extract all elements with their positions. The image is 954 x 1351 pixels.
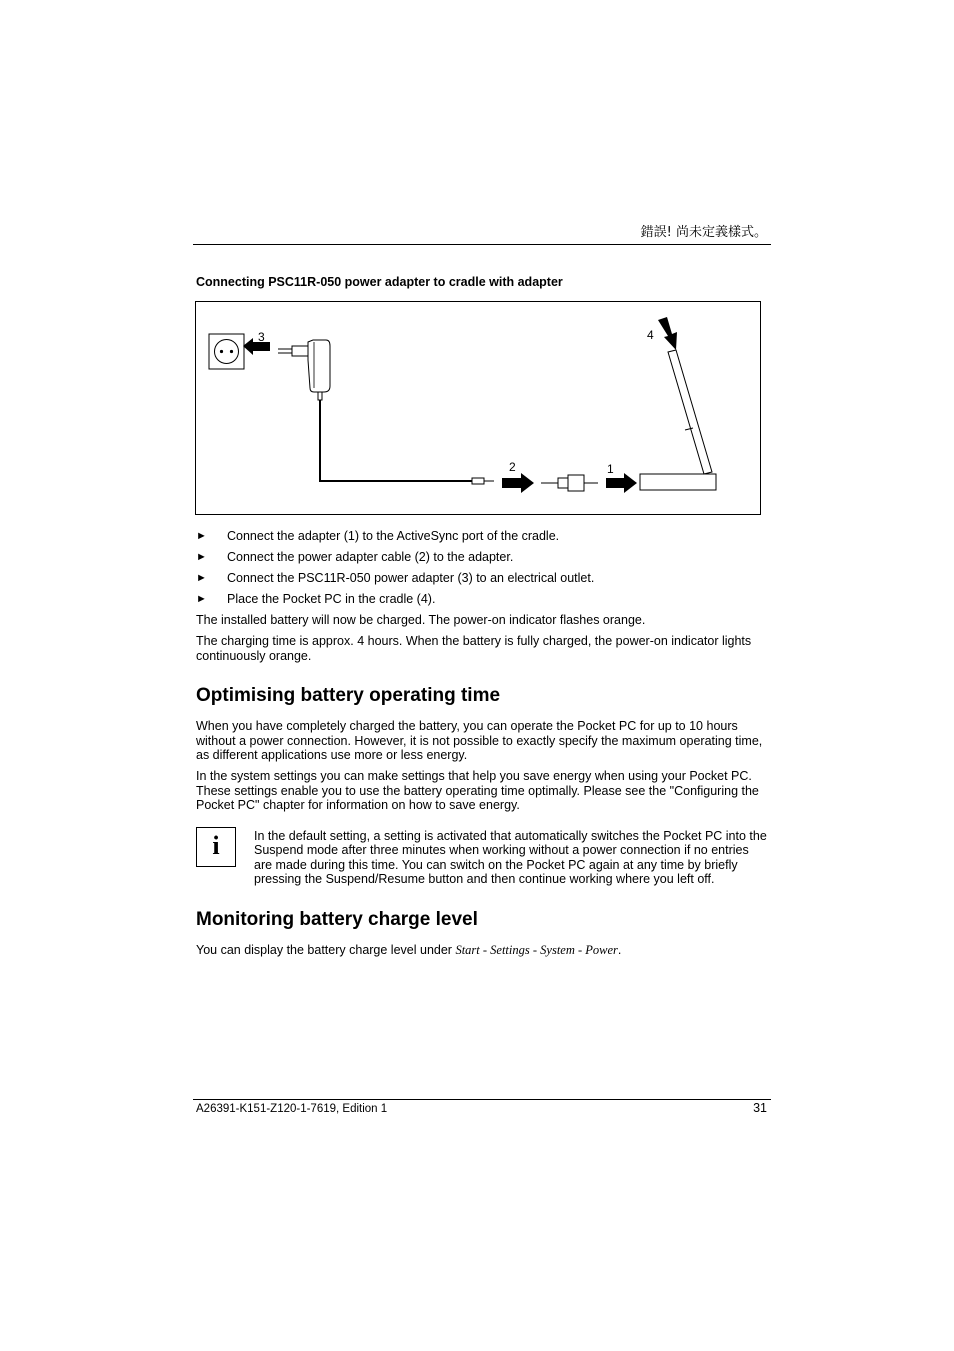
info-note-text: In the default setting, a setting is activated that automatically switches the Pocket PC into the Suspend mode after three minutes when working without a power connection if no entries are made during this time. You can switch on the Pocket PC again at any time by briefly pressing the Suspend/Resume button and then continue working where you left off. (254, 828, 767, 886)
cable-plug-icon (472, 478, 494, 484)
charging-time-paragraph: The charging time is approx. 4 hours. When the battery is fully charged, the power-on indicator lights continuously orange. (196, 634, 752, 663)
main-content (196, 529, 768, 964)
label-4: 4 (647, 328, 654, 342)
bullet-arrow-icon: ► (196, 593, 207, 605)
page-number: 31 (753, 1101, 767, 1115)
power-cable (320, 400, 472, 481)
label-3: 3 (258, 330, 265, 344)
pocket-pc-icon (668, 350, 712, 474)
bullet-arrow-icon: ► (196, 530, 207, 542)
bullet-arrow-icon: ► (196, 551, 207, 563)
instruction-step: ► Place the Pocket PC in the cradle (4). (196, 592, 436, 606)
power-adapter-icon (278, 340, 330, 400)
system-settings-paragraph: In the system settings you can make settings that help you save energy when using your Pocket PC. These settings enable you to use the battery operating time optimally. Please see the "Configuring the Pocket PC" chapter for information on how to save energy. (196, 769, 759, 812)
info-icon: i (196, 827, 236, 867)
label-2: 2 (509, 460, 516, 474)
document-id: A26391-K151-Z120-1-7619, Edition 1 (196, 1103, 388, 1115)
header-rule (193, 244, 771, 245)
power-outlet-icon (209, 334, 244, 369)
arrow-4-icon (658, 317, 677, 350)
operating-time-paragraph: When you have completely charged the battery, you can operate the Pocket PC for up to 10 hours without a power connection. However, it is not possible to exactly specify the maximum operating time, as different applications use more or less energy. (196, 719, 763, 762)
label-1: 1 (607, 462, 614, 476)
adapter-icon (541, 475, 598, 491)
instruction-step: ► Connect the PSC11R-050 power adapter (3) to an electrical outlet. (196, 571, 595, 585)
charge-level-paragraph: You can display the battery charge level under Start - Settings - System - Power. (196, 942, 622, 957)
section-heading-optimising: Optimising battery operating time (196, 685, 501, 706)
bullet-arrow-icon: ► (196, 572, 207, 584)
figure-caption: Connecting PSC11R-050 power adapter to cradle with adapter (196, 275, 563, 289)
connection-diagram (195, 301, 761, 515)
footer-rule (193, 1099, 771, 1100)
instruction-step: ► Connect the power adapter cable (2) to the adapter. (196, 550, 514, 564)
diagram-drawing (196, 302, 762, 516)
instruction-step: ► Connect the adapter (1) to the ActiveSync port of the cradle. (196, 529, 560, 543)
charging-paragraph: The installed battery will now be charged. The power-on indicator flashes orange. (196, 613, 646, 627)
section-heading-monitoring: Monitoring battery charge level (196, 908, 478, 930)
arrow-3-icon (243, 338, 270, 355)
info-note (196, 829, 768, 887)
running-header: 錯誤! 尚未定義樣式。 (640, 225, 767, 240)
settings-path: Start - Settings - System - Power (455, 942, 618, 957)
cradle-icon (640, 474, 716, 490)
arrow-1-icon (606, 473, 637, 493)
arrow-2-icon (502, 473, 534, 493)
